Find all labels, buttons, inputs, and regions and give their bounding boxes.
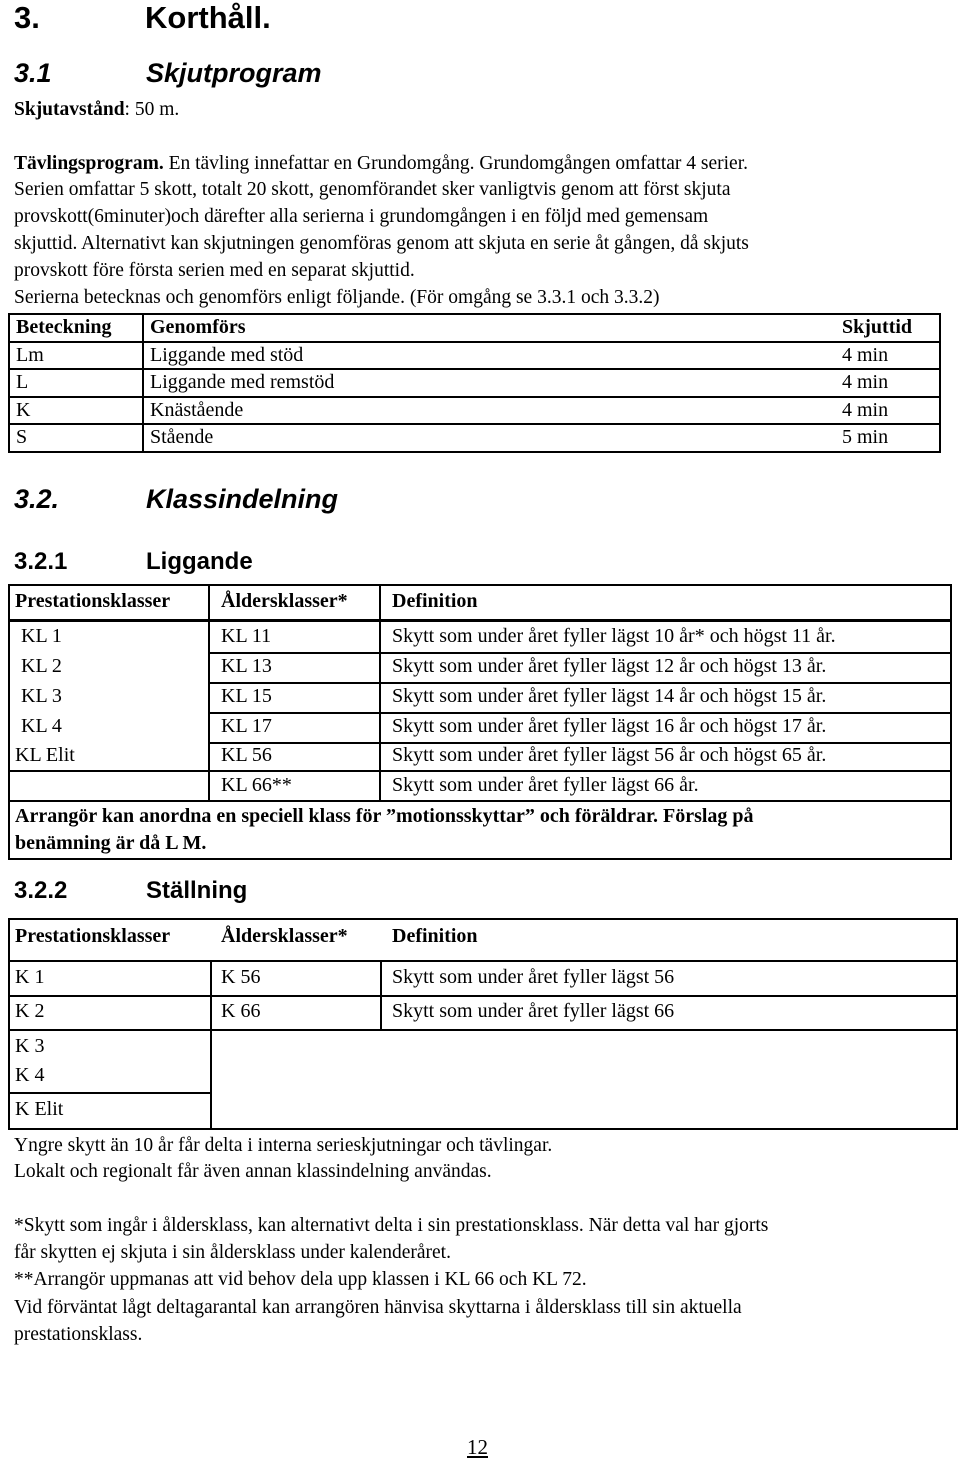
program-line-5: provskott före första serien med en separat skjuttid. [14,260,415,281]
divider [210,960,212,1130]
chapter-heading [14,0,271,36]
section-3-2-heading [14,484,414,515]
divider [208,712,952,714]
table-cell: Skytt som under året fyller lägst 16 år och högst 17 år. [392,715,827,737]
divider [8,800,952,802]
section-3-2-1-title: Liggande [146,548,253,575]
footnote-line-2: får skytten ej skjuta i sin åldersklass under kalenderåret. [14,1242,451,1263]
section-3-1-heading [14,58,414,89]
table-cell: K 66 [221,1000,261,1022]
table-cell: KL 11 [221,625,272,647]
liggande-note-line-2: benämning är då L M. [15,832,207,854]
program-label: Tävlingsprogram. [14,153,164,174]
footnote-line-4: Vid förväntat lågt deltagarantal kan arrangören hänvisa skyttarna i åldersklass till sin aktuella [14,1297,742,1318]
table-cell: K 3 [15,1035,45,1057]
divider [208,682,952,684]
table-cell: K 1 [15,966,45,988]
program-line-2: Serien omfattar 5 skott, totalt 20 skott, genomförandet sker vanligtvis genom att först skjuta [14,179,731,200]
table-cell: Skytt som under året fyller lägst 66 år. [392,774,699,796]
divider [380,960,382,1030]
page-number: 12 [467,1435,488,1459]
table-cell: KL 2 [21,655,62,677]
section-3-1-title: Skjutprogram [146,58,322,88]
header-cell: Åldersklasser* [221,925,348,947]
stallning-box [8,918,958,1130]
table-cell: Stående [143,424,836,452]
section-3-1-number: 3.1 [14,58,52,88]
header-cell: Skjuttid [836,314,940,342]
section-3-2-2-number: 3.2.2 [14,877,68,904]
header-cell: Prestationsklasser [15,590,171,612]
table-cell: KL 56 [221,744,272,766]
liggande-note-line-1: Arrangör kan anordna en speciell klass för ”motionsskyttar” och föräldrar. Förslag på [15,805,754,827]
table-cell: 4 min [836,397,940,425]
divider [8,995,958,997]
table-cell: Lm [9,342,143,370]
table-cell: 4 min [836,342,940,370]
table-cell: Liggande med remstöd [143,369,836,397]
table-cell: K 4 [15,1064,45,1086]
divider [379,620,381,801]
table-cell: K 2 [15,1000,45,1022]
table-cell: KL 3 [21,685,62,707]
after-line-1: Yngre skytt än 10 år får delta i interna serieskjutningar och tävlingar. [14,1135,553,1156]
table-cell: KL 13 [221,655,272,677]
table-row [9,342,940,370]
table-cell: K 56 [221,966,261,988]
table-cell: KL 66** [221,774,292,796]
divider [8,770,952,772]
table-cell: KL 17 [221,715,272,737]
distance-label: Skjutavstånd [14,99,125,120]
series-table [8,313,941,453]
section-3-2-title: Klassindelning [146,484,339,514]
table-cell: Skytt som under året fyller lägst 56 [392,966,675,988]
table-cell: Skytt som under året fyller lägst 10 år* och högst 11 år. [392,625,836,647]
header-cell: Beteckning [9,314,143,342]
footnote-line-5: prestationsklass. [14,1324,143,1345]
series-table-header [9,314,940,342]
chapter-title: Korthåll. [145,0,271,35]
table-cell: Skytt som under året fyller lägst 14 år och högst 15 år. [392,685,827,707]
table-cell: Liggande med stöd [143,342,836,370]
footnote-line-1: *Skytt som ingår i åldersklass, kan alternativt delta i sin prestationsklass. När detta val har gjorts [14,1215,769,1236]
table-row [9,397,940,425]
header-cell: Prestationsklasser [15,925,171,947]
after-line-2: Lokalt och regionalt får även annan klassindelning användas. [14,1161,492,1182]
table-cell: KL 1 [21,625,62,647]
table-cell: KL Elit [15,744,75,766]
program-line-1-text: En tävling innefattar en Grundomgång. Grundomgången omfattar 4 serier. [163,153,748,174]
program-line-1 [14,151,748,177]
table-cell: K Elit [15,1098,64,1120]
program-line-3: provskott(6minuter)och därefter alla serierna i grundomgången i en följd med gemensam [14,206,709,227]
divider [379,584,381,621]
section-3-2-number: 3.2. [14,484,60,514]
section-3-2-1-number: 3.2.1 [14,548,68,575]
table-cell: S [9,424,143,452]
table-cell: Knästående [143,397,836,425]
footnote-line-3: **Arrangör uppmanas att vid behov dela upp klassen i KL 66 och KL 72. [14,1269,587,1290]
divider [208,652,952,654]
divider [8,960,958,962]
divider [208,584,210,621]
header-cell: Definition [392,590,478,612]
table-cell: KL 4 [21,715,62,737]
program-line-6: Serierna betecknas och genomförs enligt följande. (För omgång se 3.3.1 och 3.3.2) [14,287,660,308]
table-cell: L [9,369,143,397]
table-cell: 4 min [836,369,940,397]
header-cell: Åldersklasser* [221,590,348,612]
distance-value: : 50 m. [124,99,180,120]
table-row [9,369,940,397]
section-3-2-2-title: Ställning [146,877,248,904]
table-row [9,424,940,452]
table-cell: KL 15 [221,685,272,707]
header-cell: Genomförs [143,314,836,342]
table-cell: K [9,397,143,425]
divider [208,620,210,801]
table-cell: Skytt som under året fyller lägst 66 [392,1000,675,1022]
table-cell: 5 min [836,424,940,452]
chapter-number: 3. [14,0,40,35]
program-line-4: skjuttid. Alternativt kan skjutningen genomföras genom att skjuta en serie åt gången, då skjuts [14,233,749,254]
header-cell: Definition [392,925,478,947]
divider [8,1092,210,1094]
table-cell: Skytt som under året fyller lägst 56 år och högst 65 år. [392,744,827,766]
distance-line [14,97,179,123]
section-3-2-2-heading [14,877,414,905]
divider [8,1029,958,1031]
table-cell: Skytt som under året fyller lägst 12 år och högst 13 år. [392,655,827,677]
section-3-2-1-heading [14,548,414,576]
